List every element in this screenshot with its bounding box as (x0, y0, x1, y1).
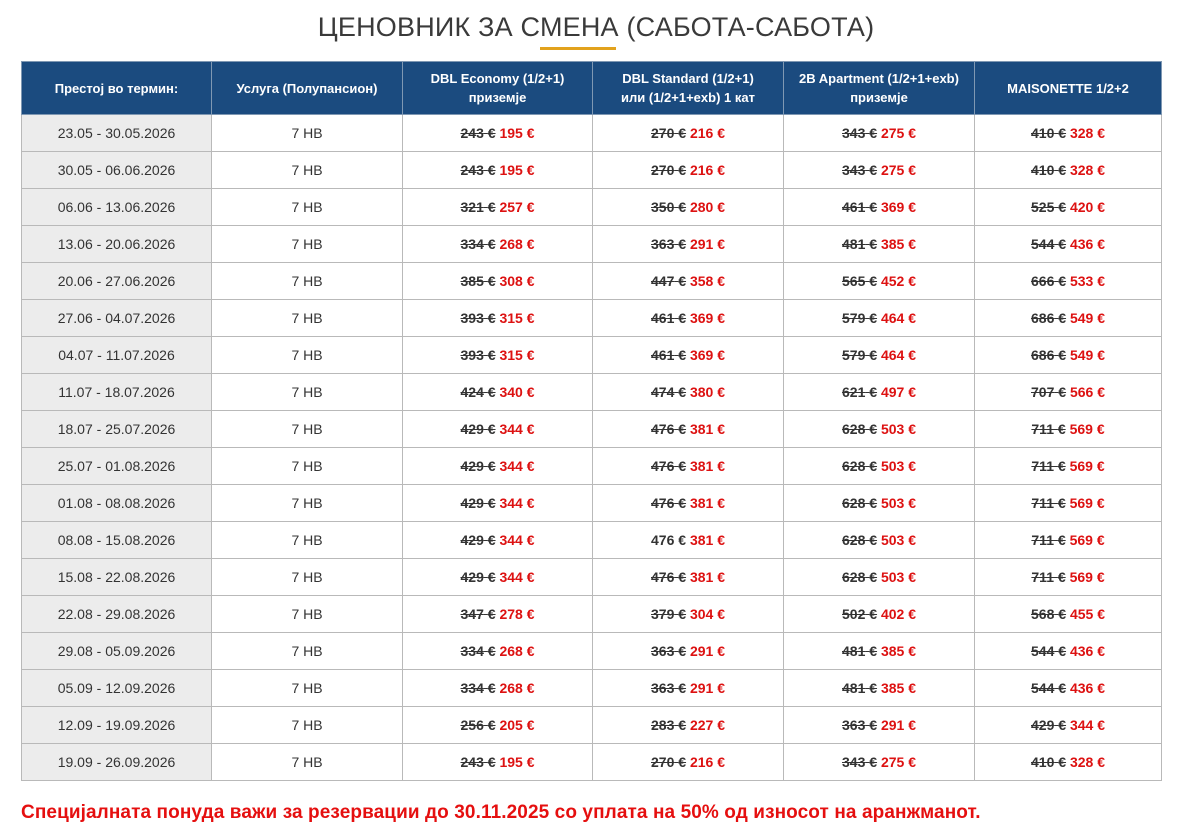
special-offer-note: Специјалната понуда важи за резервации до 30.11.2025 со уплата на 50% од износот на аранжманот. (21, 802, 981, 823)
old-price: 429 € (460, 495, 496, 511)
price-cell (593, 448, 784, 485)
table-row (22, 263, 1162, 300)
price-cell (593, 189, 784, 226)
header-period (22, 62, 212, 115)
period-cell: 23.05 - 30.05.2026 (22, 115, 212, 152)
new-price: 344 € (499, 569, 535, 585)
price-cell (403, 300, 593, 337)
new-price: 381 € (689, 458, 725, 474)
new-price: 308 € (499, 273, 535, 289)
new-price: 205 € (499, 717, 535, 733)
price-cell (784, 263, 975, 300)
price-cell (593, 115, 784, 152)
old-price: 243 € (460, 125, 496, 141)
price-cell (975, 300, 1162, 337)
period-cell: 27.06 - 04.07.2026 (22, 300, 212, 337)
new-price: 503 € (880, 532, 916, 548)
header-dbl-standard (593, 62, 784, 115)
new-price: 381 € (689, 421, 725, 437)
new-price: 503 € (880, 569, 916, 585)
price-cell (975, 522, 1162, 559)
old-price: 243 € (460, 162, 496, 178)
new-price: 344 € (499, 532, 535, 548)
new-price: 275 € (880, 125, 916, 141)
header-label-line: Престој во термин: (54, 80, 179, 96)
old-price: 525 € (1031, 199, 1067, 215)
new-price: 227 € (689, 717, 725, 733)
new-price: 257 € (499, 199, 535, 215)
service-cell: 7 НВ (212, 707, 403, 744)
service-cell: 7 НВ (212, 485, 403, 522)
old-price: 243 € (460, 754, 496, 770)
table-row (22, 485, 1162, 522)
service-cell: 7 НВ (212, 448, 403, 485)
price-cell (784, 374, 975, 411)
price-cell (593, 633, 784, 670)
price-cell (593, 300, 784, 337)
price-cell (403, 337, 593, 374)
service-cell: 7 НВ (212, 300, 403, 337)
price-cell (593, 411, 784, 448)
old-price: 393 € (460, 347, 496, 363)
new-price: 569 € (1069, 421, 1105, 437)
old-price: 447 € (651, 273, 687, 289)
price-cell (403, 263, 593, 300)
new-price: 569 € (1069, 569, 1105, 585)
new-price: 549 € (1069, 310, 1105, 326)
new-price: 315 € (499, 310, 535, 326)
new-price: 291 € (880, 717, 916, 733)
old-price: 429 € (460, 458, 496, 474)
price-cell (975, 707, 1162, 744)
period-cell: 20.06 - 27.06.2026 (22, 263, 212, 300)
new-price: 402 € (880, 606, 916, 622)
period-cell: 01.08 - 08.08.2026 (22, 485, 212, 522)
new-price: 455 € (1069, 606, 1105, 622)
price-cell (403, 744, 593, 781)
service-cell: 7 НВ (212, 411, 403, 448)
price-cell (975, 448, 1162, 485)
price-cell (975, 411, 1162, 448)
new-price: 369 € (689, 310, 725, 326)
service-cell: 7 НВ (212, 596, 403, 633)
period-cell: 18.07 - 25.07.2026 (22, 411, 212, 448)
price-cell (975, 115, 1162, 152)
price-cell (403, 559, 593, 596)
price-cell (593, 337, 784, 374)
price-cell (784, 226, 975, 263)
price-cell (784, 189, 975, 226)
new-price: 420 € (1069, 199, 1105, 215)
period-cell: 04.07 - 11.07.2026 (22, 337, 212, 374)
price-cell (784, 152, 975, 189)
price-cell (784, 337, 975, 374)
old-price: 424 € (460, 384, 496, 400)
new-price: 381 € (689, 532, 725, 548)
new-price: 436 € (1069, 236, 1105, 252)
new-price: 304 € (689, 606, 725, 622)
period-cell: 11.07 - 18.07.2026 (22, 374, 212, 411)
service-cell: 7 НВ (212, 152, 403, 189)
price-cell (975, 226, 1162, 263)
old-price: 283 € (651, 717, 687, 733)
new-price: 533 € (1069, 273, 1105, 289)
new-price: 195 € (499, 162, 535, 178)
price-cell (975, 337, 1162, 374)
header-label-line: DBL Economy (1/2+1) (430, 71, 565, 86)
period-cell: 05.09 - 12.09.2026 (22, 670, 212, 707)
old-price: 385 € (460, 273, 496, 289)
price-cell (593, 152, 784, 189)
price-cell (975, 670, 1162, 707)
title-underline (540, 47, 616, 50)
header-2b-apartment (784, 62, 975, 115)
service-cell: 7 НВ (212, 189, 403, 226)
new-price: 503 € (880, 495, 916, 511)
new-price: 268 € (499, 236, 535, 252)
old-price: 579 € (842, 310, 878, 326)
period-cell: 15.08 - 22.08.2026 (22, 559, 212, 596)
price-cell (593, 559, 784, 596)
new-price: 195 € (499, 754, 535, 770)
price-cell (784, 448, 975, 485)
new-price: 569 € (1069, 532, 1105, 548)
old-price: 711 € (1031, 532, 1066, 548)
table-row (22, 596, 1162, 633)
old-price: 476 € (651, 495, 687, 511)
price-cell (784, 596, 975, 633)
price-cell (784, 633, 975, 670)
period-cell: 22.08 - 29.08.2026 (22, 596, 212, 633)
new-price: 268 € (499, 643, 535, 659)
old-price: 321 € (460, 199, 496, 215)
price-cell (593, 263, 784, 300)
price-cell (975, 744, 1162, 781)
price-cell (403, 670, 593, 707)
new-price: 503 € (880, 458, 916, 474)
price-cell (975, 374, 1162, 411)
old-price: 686 € (1031, 347, 1067, 363)
service-cell: 7 НВ (212, 115, 403, 152)
price-cell (593, 485, 784, 522)
new-price: 340 € (499, 384, 535, 400)
period-cell: 12.09 - 19.09.2026 (22, 707, 212, 744)
old-price: 270 € (651, 754, 687, 770)
old-price: 393 € (460, 310, 496, 326)
page-title-wrap (0, 12, 1192, 43)
old-price: 350 € (651, 199, 687, 215)
header-label-line: приземје (850, 90, 908, 105)
header-label-line: или (1/2+1+exb) 1 кат (621, 90, 755, 105)
new-price: 328 € (1069, 754, 1105, 770)
new-price: 381 € (689, 569, 725, 585)
table-row (22, 300, 1162, 337)
new-price: 275 € (880, 754, 916, 770)
price-cell (784, 485, 975, 522)
old-price: 544 € (1031, 643, 1067, 659)
price-cell (784, 300, 975, 337)
service-cell: 7 НВ (212, 374, 403, 411)
old-price: 256 € (460, 717, 496, 733)
old-price: 410 € (1031, 125, 1067, 141)
table-row (22, 522, 1162, 559)
old-price: 711 € (1031, 495, 1066, 511)
period-cell: 19.09 - 26.09.2026 (22, 744, 212, 781)
old-price: 666 € (1031, 273, 1067, 289)
old-price: 711 € (1031, 421, 1066, 437)
price-cell (403, 189, 593, 226)
new-price: 569 € (1069, 495, 1105, 511)
old-price: 334 € (460, 236, 496, 252)
table-row (22, 448, 1162, 485)
header-label-line: Услуга (Полупансион) (236, 80, 378, 96)
table-row (22, 226, 1162, 263)
price-cell (975, 263, 1162, 300)
old-price: 481 € (842, 680, 878, 696)
new-price: 464 € (880, 347, 916, 363)
table-row (22, 337, 1162, 374)
period-cell: 08.08 - 15.08.2026 (22, 522, 212, 559)
new-price: 436 € (1069, 643, 1105, 659)
new-price: 381 € (689, 495, 725, 511)
old-price: 270 € (651, 162, 687, 178)
price-cell (975, 633, 1162, 670)
price-cell (975, 596, 1162, 633)
price-cell (784, 522, 975, 559)
price-cell (593, 744, 784, 781)
table-row (22, 374, 1162, 411)
old-price: 343 € (842, 162, 878, 178)
price-cell (403, 411, 593, 448)
old-price: 686 € (1031, 310, 1067, 326)
price-cell (784, 744, 975, 781)
new-price: 369 € (689, 347, 725, 363)
header-label-line: 2B Apartment (1/2+1+exb) (799, 71, 959, 86)
old-price: 410 € (1031, 754, 1067, 770)
price-cell (403, 226, 593, 263)
old-price: 461 € (651, 347, 687, 363)
price-table (21, 61, 1162, 781)
old-price: 628 € (842, 495, 878, 511)
new-price: 268 € (499, 680, 535, 696)
old-price: 429 € (1031, 717, 1067, 733)
new-price: 328 € (1069, 125, 1105, 141)
new-price: 216 € (689, 162, 725, 178)
old-price: 334 € (460, 680, 496, 696)
new-price: 385 € (880, 236, 916, 252)
old-price: 565 € (842, 273, 878, 289)
old-price: 711 € (1031, 458, 1066, 474)
old-price: 461 € (842, 199, 878, 215)
new-price: 452 € (880, 273, 916, 289)
old-price: 429 € (460, 569, 496, 585)
table-row (22, 152, 1162, 189)
price-cell (784, 115, 975, 152)
table-row (22, 707, 1162, 744)
service-cell: 7 НВ (212, 559, 403, 596)
old-price: 461 € (651, 310, 687, 326)
table-body (22, 115, 1162, 781)
new-price: 278 € (499, 606, 535, 622)
old-price: 429 € (460, 421, 496, 437)
new-price: 291 € (689, 643, 725, 659)
price-cell (403, 596, 593, 633)
service-cell: 7 НВ (212, 337, 403, 374)
price-cell (593, 596, 784, 633)
old-price: 343 € (842, 125, 878, 141)
new-price: 291 € (689, 236, 725, 252)
header-dbl-economy (403, 62, 593, 115)
price-cell (784, 411, 975, 448)
price-cell (784, 707, 975, 744)
old-price: 628 € (842, 458, 878, 474)
price-cell (975, 559, 1162, 596)
old-price: 628 € (842, 532, 878, 548)
header-service (212, 62, 403, 115)
old-price: 429 € (460, 532, 496, 548)
price-cell (403, 448, 593, 485)
price-cell (975, 485, 1162, 522)
price-cell (403, 522, 593, 559)
table-header-row (22, 62, 1162, 115)
new-price: 328 € (1069, 162, 1105, 178)
new-price: 344 € (1069, 717, 1105, 733)
service-cell: 7 НВ (212, 522, 403, 559)
page-title: ЦЕНОВНИК ЗА СМЕНА (САБОТА-САБОТА) (317, 12, 875, 42)
old-price: 410 € (1031, 162, 1067, 178)
old-price: 568 € (1031, 606, 1067, 622)
price-cell (593, 707, 784, 744)
header-label-line: приземје (468, 90, 527, 105)
old-price: 476 € (651, 532, 687, 548)
price-cell (403, 152, 593, 189)
service-cell: 7 НВ (212, 263, 403, 300)
service-cell: 7 НВ (212, 670, 403, 707)
price-cell (593, 522, 784, 559)
old-price: 544 € (1031, 236, 1067, 252)
period-cell: 13.06 - 20.06.2026 (22, 226, 212, 263)
table-row (22, 411, 1162, 448)
old-price: 363 € (842, 717, 878, 733)
service-cell: 7 НВ (212, 633, 403, 670)
price-cell (784, 670, 975, 707)
table-row (22, 744, 1162, 781)
old-price: 579 € (842, 347, 878, 363)
new-price: 569 € (1069, 458, 1105, 474)
new-price: 436 € (1069, 680, 1105, 696)
price-cell (403, 374, 593, 411)
period-cell: 25.07 - 01.08.2026 (22, 448, 212, 485)
old-price: 481 € (842, 643, 878, 659)
header-label-line: DBL Standard (1/2+1) (622, 71, 754, 86)
old-price: 628 € (842, 421, 878, 437)
price-cell (403, 115, 593, 152)
price-cell (403, 485, 593, 522)
old-price: 476 € (651, 421, 687, 437)
header-label-line: MAISONETTE 1/2+2 (1007, 80, 1129, 96)
old-price: 502 € (842, 606, 878, 622)
table-row (22, 115, 1162, 152)
price-cell (593, 670, 784, 707)
new-price: 369 € (880, 199, 916, 215)
price-cell (593, 374, 784, 411)
table-row (22, 189, 1162, 226)
new-price: 291 € (689, 680, 725, 696)
old-price: 621 € (842, 384, 878, 400)
new-price: 497 € (880, 384, 916, 400)
period-cell: 29.08 - 05.09.2026 (22, 633, 212, 670)
new-price: 503 € (880, 421, 916, 437)
period-cell: 06.06 - 13.06.2026 (22, 189, 212, 226)
price-cell (593, 226, 784, 263)
old-price: 363 € (651, 643, 687, 659)
old-price: 707 € (1031, 384, 1067, 400)
header-maisonette (975, 62, 1162, 115)
old-price: 474 € (651, 384, 687, 400)
new-price: 385 € (880, 643, 916, 659)
new-price: 358 € (689, 273, 725, 289)
price-cell (784, 559, 975, 596)
old-price: 476 € (651, 458, 687, 474)
old-price: 628 € (842, 569, 878, 585)
table-row (22, 559, 1162, 596)
new-price: 385 € (880, 680, 916, 696)
price-cell (975, 152, 1162, 189)
old-price: 711 € (1031, 569, 1066, 585)
new-price: 344 € (499, 421, 535, 437)
old-price: 334 € (460, 643, 496, 659)
period-cell: 30.05 - 06.06.2026 (22, 152, 212, 189)
old-price: 363 € (651, 680, 687, 696)
new-price: 275 € (880, 162, 916, 178)
old-price: 379 € (651, 606, 687, 622)
table-row (22, 670, 1162, 707)
new-price: 464 € (880, 310, 916, 326)
new-price: 315 € (499, 347, 535, 363)
new-price: 344 € (499, 495, 535, 511)
new-price: 566 € (1069, 384, 1105, 400)
price-cell (403, 633, 593, 670)
old-price: 343 € (842, 754, 878, 770)
old-price: 347 € (460, 606, 496, 622)
old-price: 363 € (651, 236, 687, 252)
price-cell (975, 189, 1162, 226)
old-price: 476 € (651, 569, 687, 585)
new-price: 344 € (499, 458, 535, 474)
old-price: 481 € (842, 236, 878, 252)
new-price: 280 € (689, 199, 725, 215)
old-price: 544 € (1031, 680, 1067, 696)
old-price: 270 € (651, 125, 687, 141)
new-price: 380 € (689, 384, 725, 400)
new-price: 549 € (1069, 347, 1105, 363)
service-cell: 7 НВ (212, 226, 403, 263)
price-cell (403, 707, 593, 744)
new-price: 216 € (689, 754, 725, 770)
table-row (22, 633, 1162, 670)
new-price: 216 € (689, 125, 725, 141)
new-price: 195 € (499, 125, 535, 141)
service-cell: 7 НВ (212, 744, 403, 781)
